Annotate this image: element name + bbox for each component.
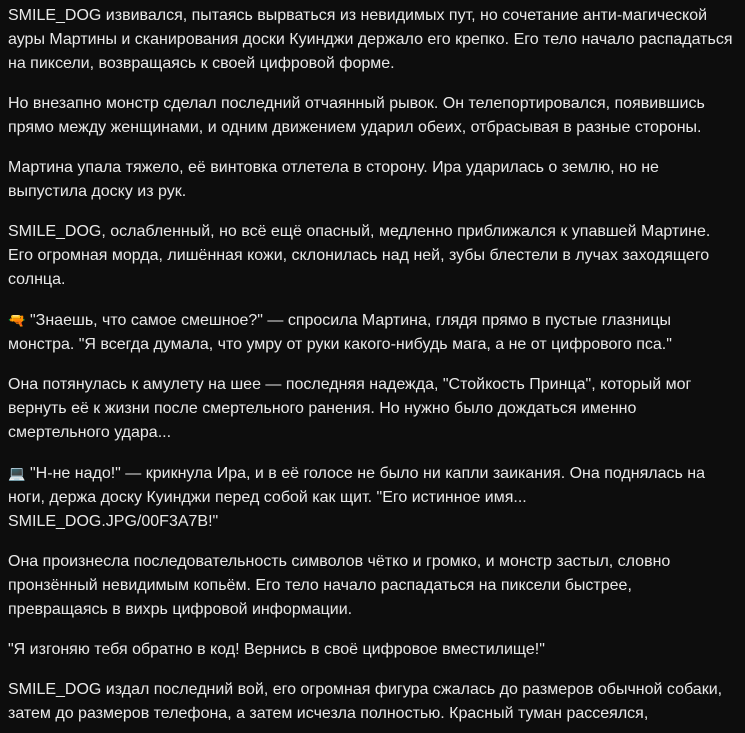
pistol-icon: 🔫: [8, 312, 26, 328]
paragraph-10: SMILE_DOG издал последний вой, его огромная фигура сжалась до размеров обычной собаки, затем до размеров телефона, а затем исчезла полностью. Красный туман рассеялся,: [8, 681, 723, 722]
paragraph-5: [8, 308, 735, 357]
paragraph-2: Но внезапно монстр сделал последний отчаянный рывок. Он телепортировался, появившись прямо между женщинами, и одним движением ударил обеих, отбрасывая в разные стороны.: [8, 95, 705, 136]
paragraph-5-text: "Знаешь, что самое смешное?" — спросила Мартина, глядя прямо в пустые глазницы монстра. "Я всегда думала, что умру от руки какого-нибудь мага, а не от цифрового пса.": [8, 312, 672, 353]
paragraph-3: Мартина упала тяжело, её винтовка отлетела в сторону. Ира ударилась о землю, но не выпустила доску из рук.: [8, 159, 659, 200]
paragraph-7: [8, 461, 735, 534]
paragraph-9: "Я изгоняю тебя обратно в код! Вернись в своё цифровое вместилище!": [8, 641, 545, 658]
paragraph-8: Она произнесла последовательность символов чётко и громко, и монстр застыл, словно пронзённый невидимым копьём. Его тело начало распадаться на пиксели быстрее, превращаясь в вихрь цифровой информации.: [8, 553, 671, 618]
laptop-icon: 💻: [8, 465, 26, 481]
paragraph-1: SMILE_DOG извивался, пытаясь вырваться из невидимых пут, но сочетание анти-магической ауры Мартины и сканирования доски Куинджи держало его крепко. Его тело начало распадаться на пиксели, возвращаясь к своей цифровой форме.: [8, 7, 733, 72]
paragraph-7-text: "Н-не надо!" — крикнула Ира, и в её голосе не было ни капли заикания. Она поднялась на ноги, держа доску Куинджи перед собой как щит. "Его истинное имя... SMILE_DOG.JPG/00F3A7B!": [8, 465, 705, 530]
paragraph-4: SMILE_DOG, ослабленный, но всё ещё опасный, медленно приближался к упавшей Мартине. Его огромная морда, лишённая кожи, склонилась над ней, зубы блестели в лучах заходящего солнца.: [8, 223, 711, 288]
paragraph-6: Она потянулась к амулету на шее — последняя надежда, "Стойкость Принца", который мог вернуть её к жизни после смертельного ранения. Но нужно было дождаться именно смертельного удара...: [8, 376, 692, 441]
